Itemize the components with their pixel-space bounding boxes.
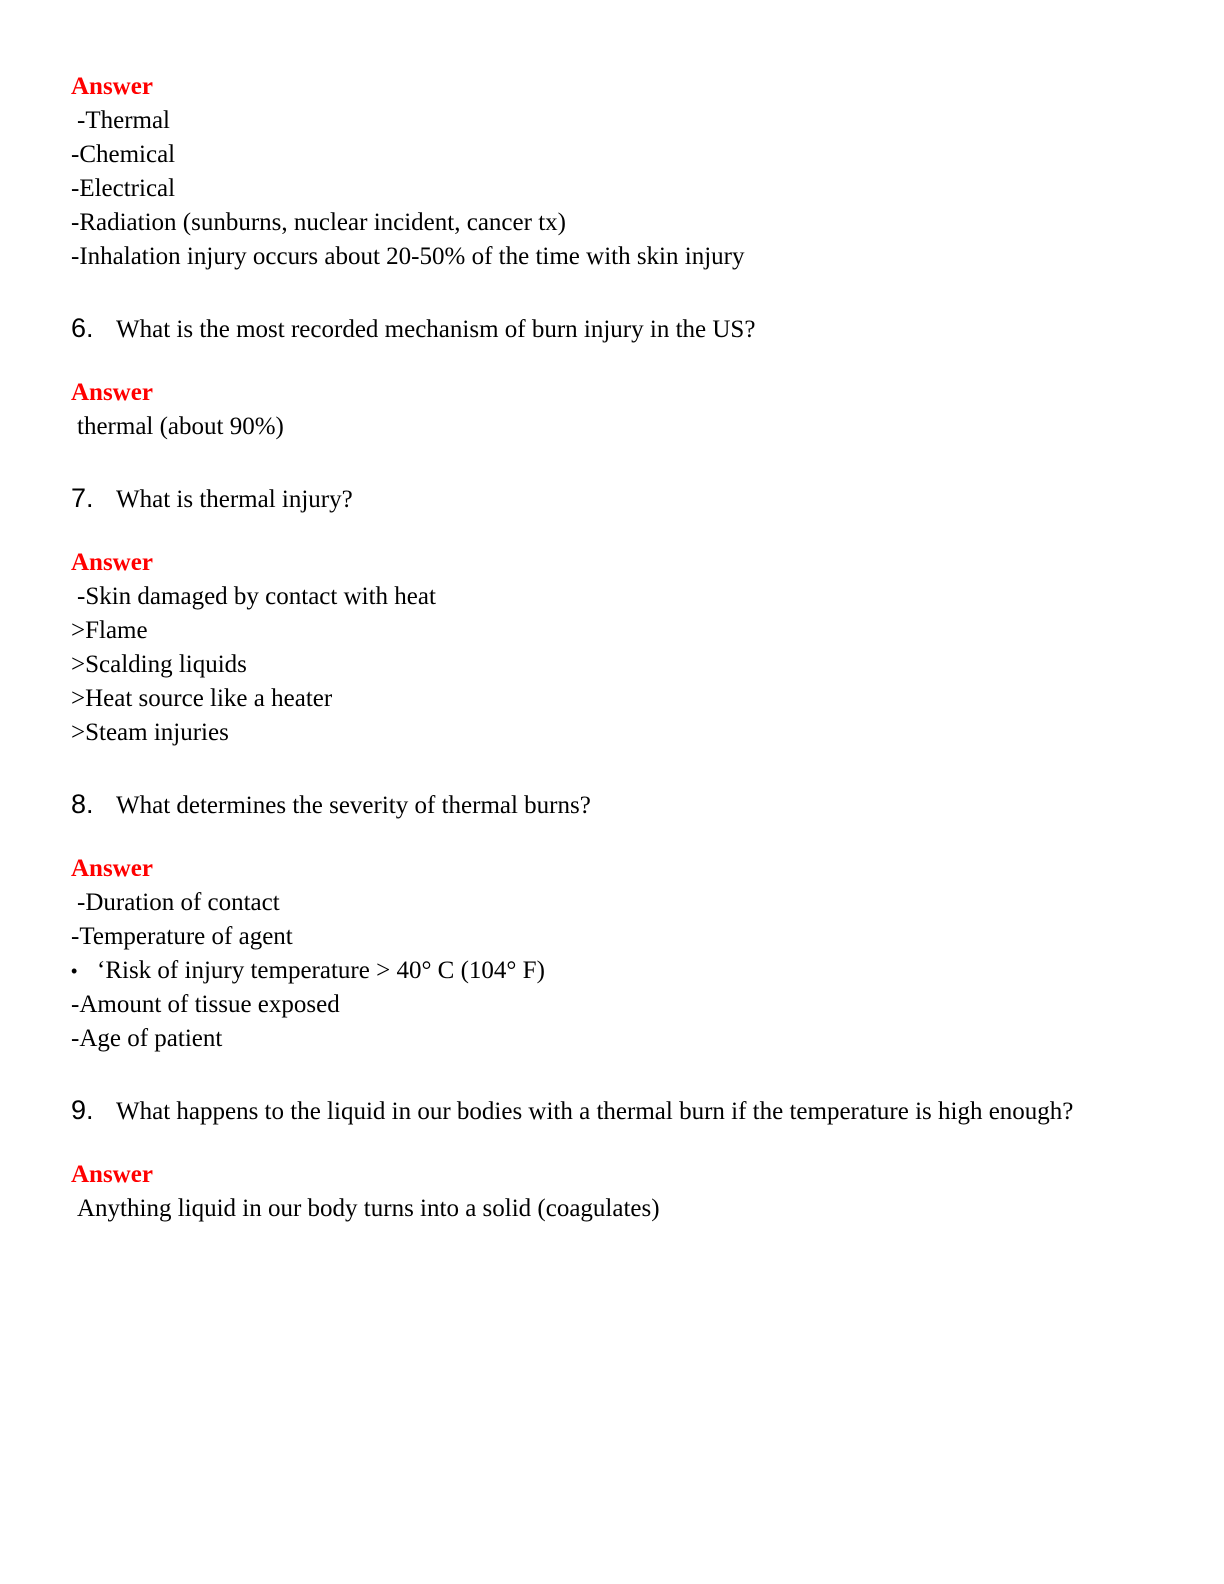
answer-line: -Temperature of agent [71,923,293,950]
answer-line: >Heat source like a heater [71,685,333,712]
question-text: What happens to the liquid in our bodies with a thermal burn if the temperature is high enough? [116,1098,1074,1125]
answer-block-6 [71,376,1161,444]
answer-line: -Age of patient [71,1025,223,1052]
answer-line: -Thermal [77,107,171,134]
answer-label: Answer [71,549,153,576]
question-text: What is the most recorded mechanism of burn injury in the US? [116,316,756,343]
answer-line: >Flame [71,617,148,644]
answer-block-5 [71,70,1161,274]
question-7 [71,482,1161,516]
answer-label: Answer [71,379,153,406]
answer-block-9 [71,1158,1161,1226]
answer-line: -Chemical [71,141,176,168]
bullet-line [71,954,1161,988]
question-8 [71,788,1161,822]
question-text: What determines the severity of thermal burns? [116,792,591,819]
answer-line: >Scalding liquids [71,651,247,678]
answer-block-8 [71,852,1161,1056]
question-9 [71,1094,1161,1128]
answer-block-7 [71,546,1161,750]
answer-label: Answer [71,1161,153,1188]
answer-line: -Amount of tissue exposed [71,991,340,1018]
answer-line: -Inhalation injury occurs about 20-50% of the time with skin injury [71,243,745,270]
question-number: 6. [71,313,94,343]
question-number: 8. [71,789,94,819]
answer-label: Answer [71,855,153,882]
answer-line-text: ‘Risk of injury temperature > 40° C (104° F) [97,957,545,984]
answer-line: -Skin damaged by contact with heat [77,583,436,610]
answer-line: -Duration of contact [77,889,280,916]
question-number: 7. [71,483,94,513]
answer-line: thermal (about 90%) [77,413,284,440]
answer-line: Anything liquid in our body turns into a solid (coagulates) [77,1195,660,1222]
answer-line: -Electrical [71,175,176,202]
bullet-icon: • [71,961,78,981]
answer-line: -Radiation (sunburns, nuclear incident, cancer tx) [71,209,566,236]
question-text: What is thermal injury? [116,486,353,513]
question-number: 9. [71,1095,94,1125]
question-6 [71,312,1161,346]
answer-label: Answer [71,73,153,100]
answer-line: >Steam injuries [71,719,229,746]
document-page [71,70,1161,1226]
